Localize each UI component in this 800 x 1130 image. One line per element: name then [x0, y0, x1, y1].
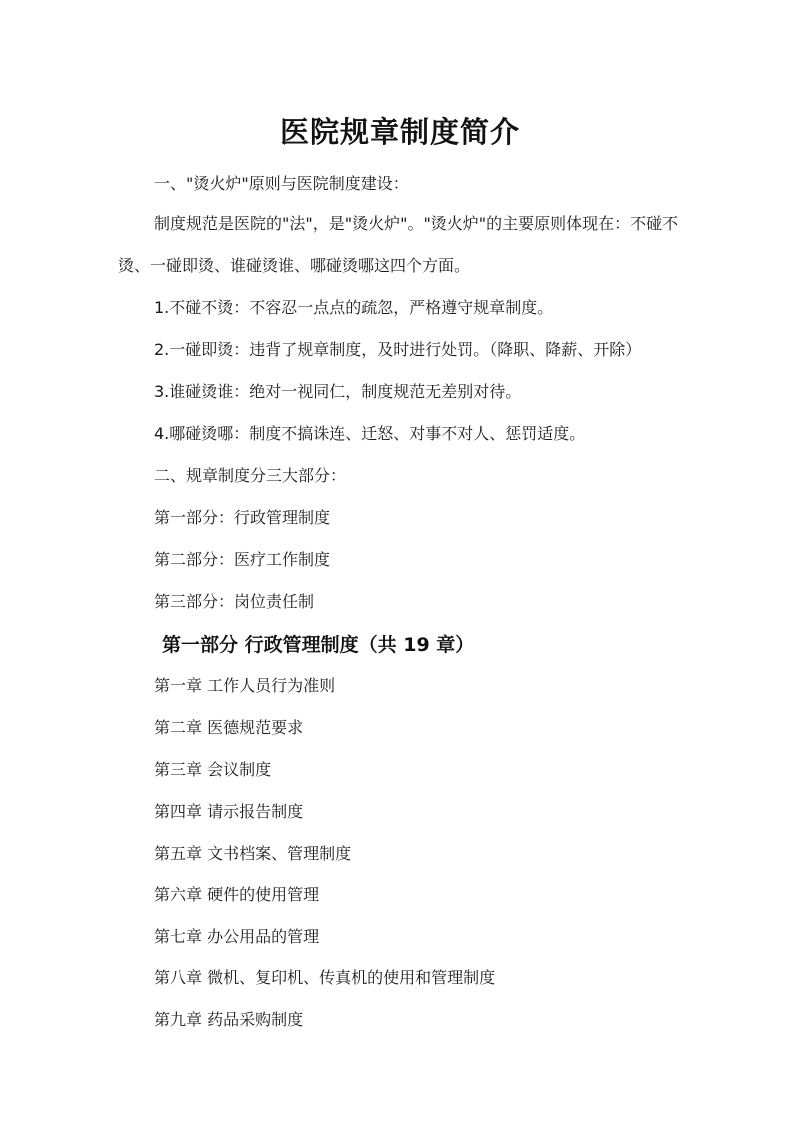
- principle-item: 1.不碰不烫：不容忍一点点的疏忽，严格遵守规章制度。: [154, 298, 554, 317]
- chapter-item: 第一章 工作人员行为准则: [154, 676, 336, 695]
- chapter-item: 第三章 会议制度: [154, 760, 272, 779]
- part-item: 第二部分：医疗工作制度: [154, 550, 331, 569]
- chapter-item: 第四章 请示报告制度: [154, 802, 304, 821]
- principle-item: 2.一碰即烫：违背了规章制度，及时进行处罚。（降职、降薪、开除）: [154, 340, 642, 359]
- part-item: 第一部分：行政管理制度: [154, 508, 331, 527]
- chapter-item: 第九章 药品采购制度: [154, 1010, 304, 1029]
- chapter-item: 第八章 微机、复印机、传真机的使用和管理制度: [154, 968, 496, 987]
- part1-heading: 第一部分 行政管理制度（共 19 章）: [162, 634, 475, 656]
- chapter-item: 第七章 办公用品的管理: [154, 927, 320, 946]
- part-item: 第三部分：岗位责任制: [154, 592, 315, 611]
- section-heading-2: 二、规章制度分三大部分：: [154, 466, 347, 485]
- chapter-item: 第二章 医德规范要求: [154, 718, 304, 737]
- section-heading-1: 一、"烫火炉"原则与医院制度建设：: [154, 174, 409, 193]
- chapter-item: 第五章 文书档案、管理制度: [154, 844, 352, 863]
- chapter-item: 第六章 硬件的使用管理: [154, 885, 320, 904]
- principle-item: 4.哪碰烫哪：制度不搞诛连、迁怒、对事不对人、惩罚适度。: [154, 424, 586, 443]
- principle-item: 3.谁碰烫谁：绝对一视同仁，制度规范无差别对待。: [154, 382, 522, 401]
- document-title: 医院规章制度简介: [279, 115, 520, 149]
- intro-paragraph: 制度规范是医院的"法"，是"烫火炉"。"烫火炉"的主要原则体现在：不碰不烫、一碰即烫、谁碰烫谁、哪碰烫哪这四个方面。: [118, 214, 679, 275]
